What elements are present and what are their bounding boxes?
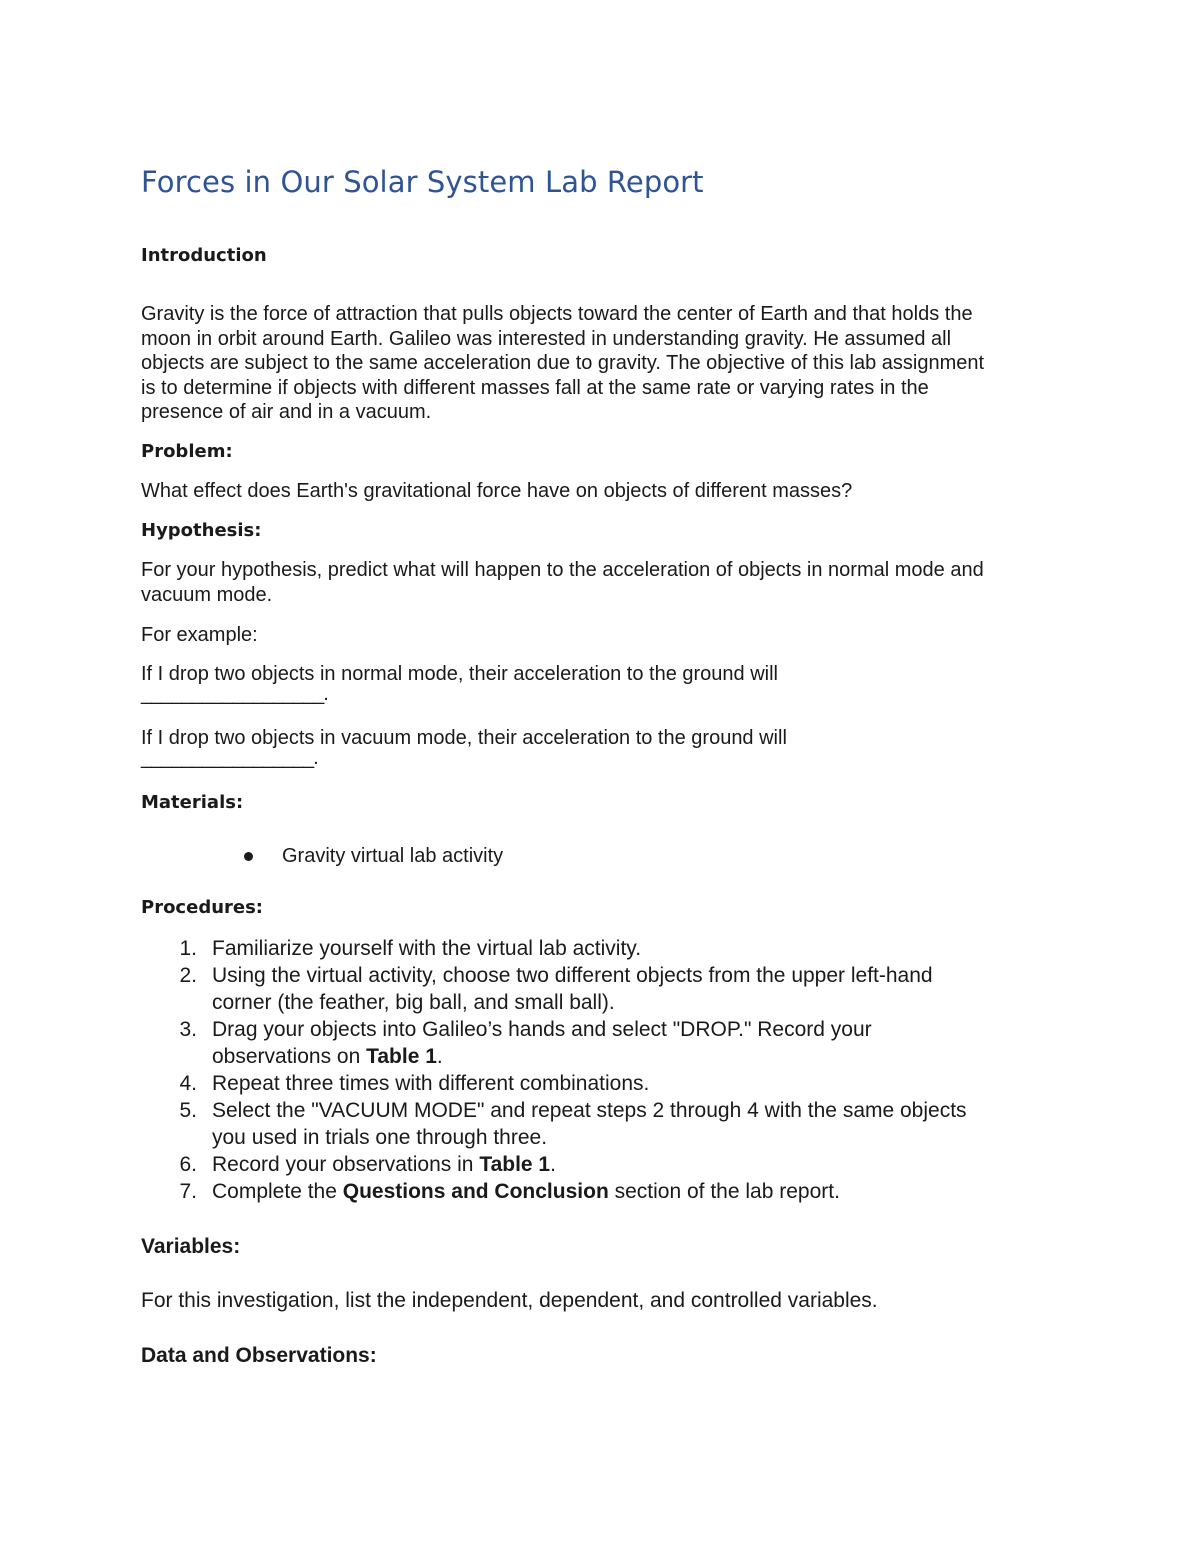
- example-line: If I drop two objects in normal mode, their acceleration to the ground will: [141, 663, 778, 685]
- introduction-line: Gravity is the force of attraction that pulls objects toward the center of Earth and that holds the: [141, 303, 973, 325]
- step-text-line: Select the "VACUUM MODE" and repeat steps 2 through 4 with the same objects: [212, 1099, 967, 1122]
- variables-text: For this investigation, list the independent, dependent, and controlled variables.: [141, 1289, 878, 1312]
- step-text-line: [212, 1043, 1072, 1070]
- variables-heading: Variables:: [141, 1235, 241, 1258]
- materials-heading: Materials:: [141, 792, 244, 813]
- step-text-segment: .: [436, 1045, 443, 1068]
- example-normal-mode: [141, 662, 1061, 705]
- bullet-icon: [244, 852, 253, 861]
- example-label: For example:: [141, 624, 258, 646]
- step-text: [212, 1151, 1072, 1178]
- step-number: 1.: [179, 937, 197, 960]
- document-title: Forces in Our Solar System Lab Report: [141, 165, 704, 199]
- step-text: [212, 1097, 1072, 1151]
- introduction-paragraph: [141, 302, 1061, 425]
- step-number: 6.: [179, 1153, 197, 1176]
- step-text-segment: section of the lab report.: [608, 1180, 840, 1203]
- procedures-heading: Procedures:: [141, 897, 264, 918]
- step-text-segment: .: [550, 1153, 556, 1176]
- table-reference: Table 1: [366, 1045, 437, 1068]
- introduction-line: is to determine if objects with different masses fall at the same rate or varying rates in the: [141, 376, 929, 399]
- hypothesis-line: vacuum mode.: [141, 583, 273, 606]
- step-text-line: corner (the feather, big ball, and small ball).: [212, 991, 615, 1014]
- materials-item-text: Gravity virtual lab activity: [282, 845, 504, 867]
- step-text-line: you used in trials one through three.: [212, 1126, 548, 1149]
- introduction-line: presence of air and in a vacuum.: [141, 401, 432, 424]
- problem-heading: Problem:: [141, 441, 233, 462]
- example-line: If I drop two objects in vacuum mode, their acceleration to the ground will: [141, 727, 787, 749]
- step-number: 4.: [179, 1072, 197, 1095]
- step-text: [212, 962, 1072, 1016]
- step-text-line: Drag your objects into Galileo’s hands and select "DROP." Record your: [212, 1018, 872, 1041]
- introduction-heading: Introduction: [141, 245, 267, 266]
- document-page: [141, 160, 1061, 1367]
- step-text: Familiarize yourself with the virtual lab activity.: [212, 937, 642, 960]
- step-text: Repeat three times with different combinations.: [212, 1072, 650, 1095]
- hypothesis-line: For your hypothesis, predict what will happen to the acceleration of objects in normal mode and: [141, 559, 984, 581]
- step-number: 2.: [179, 964, 197, 987]
- step-text-segment: Record your observations in: [212, 1153, 480, 1176]
- section-reference: Questions and Conclusion: [342, 1180, 609, 1203]
- blank-line: __________________.: [141, 682, 328, 705]
- table-reference: Table 1: [479, 1153, 551, 1176]
- step-text: [212, 1016, 1072, 1070]
- problem-text: What effect does Earth's gravitational force have on objects of different masses?: [141, 480, 853, 502]
- data-observations-heading: Data and Observations:: [141, 1344, 377, 1367]
- step-text-line: Using the virtual activity, choose two different objects from the upper left-hand: [212, 964, 933, 987]
- step-text-segment: Complete the: [212, 1180, 343, 1203]
- step-number: 3.: [179, 1018, 197, 1041]
- step-text-segment: observations on: [212, 1045, 367, 1068]
- hypothesis-heading: Hypothesis:: [141, 520, 262, 541]
- introduction-line: objects are subject to the same acceleration due to gravity. The objective of this lab assignment: [141, 352, 985, 375]
- introduction-line: moon in orbit around Earth. Galileo was interested in understanding gravity. He assumed all: [141, 327, 952, 350]
- step-number: 5.: [179, 1099, 197, 1122]
- hypothesis-paragraph: [141, 558, 1061, 607]
- step-number: 7.: [179, 1180, 197, 1203]
- blank-line: _________________.: [141, 746, 318, 769]
- step-text: [212, 1178, 1072, 1205]
- example-vacuum-mode: [141, 726, 1061, 769]
